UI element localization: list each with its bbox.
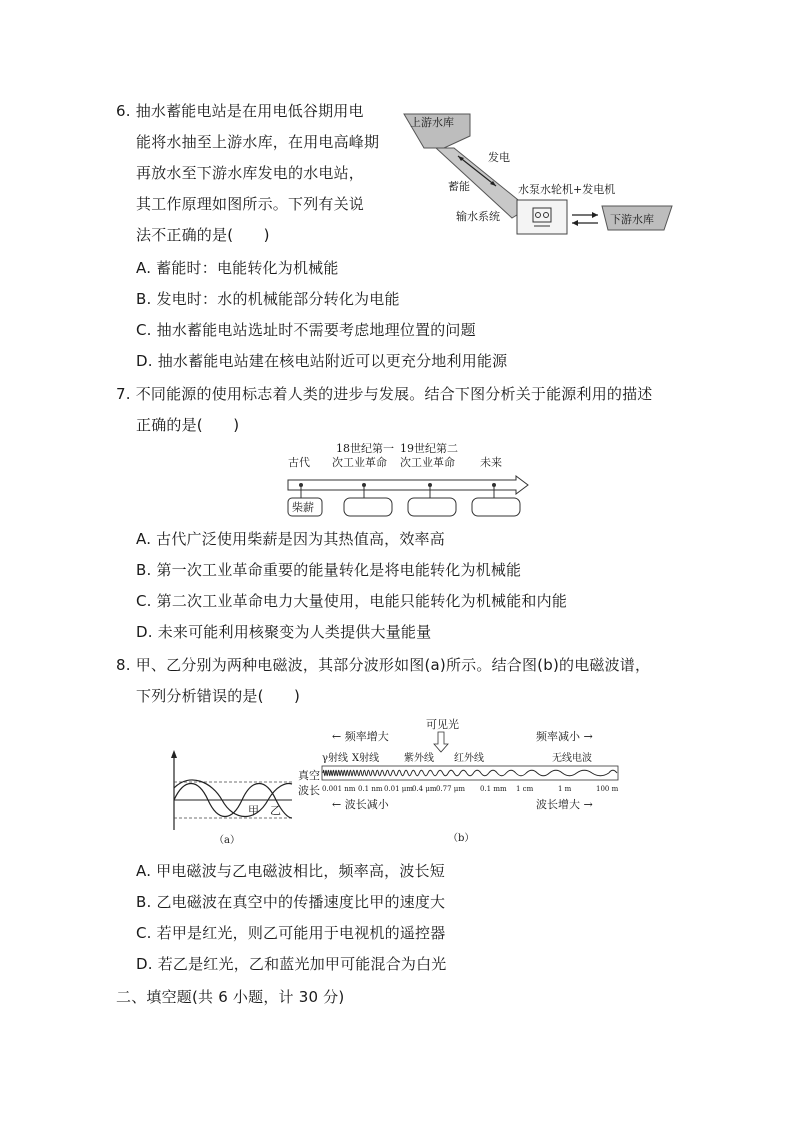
q8-line-1: 8. 甲、乙分别为两种电磁波，其部分波形如图(a)所示。结合图(b)的电磁波谱，: [116, 656, 651, 674]
q7-line-1: 7. 不同能源的使用标志着人类的进步与发展。结合下图分析关于能源利用的描述: [116, 385, 653, 403]
visible-arrow: [434, 732, 448, 752]
caption-a: （a）: [214, 835, 240, 846]
tick-5: 0.1 mm: [480, 785, 507, 793]
tick-3: 0.4 μm: [412, 785, 437, 793]
q7-option-a: A. 古代广泛使用柴薪是因为其热值高，效率高: [136, 530, 445, 548]
q6-number: 6.: [116, 102, 131, 120]
vacuum-label-1: 真空: [298, 769, 320, 782]
pump-unit-box: [517, 200, 567, 234]
q6-line-5: 法不正确的是( ): [136, 226, 270, 244]
wavelength-increase-label: 波长增大 →: [536, 798, 593, 811]
gamma-label: γ射线: [322, 753, 348, 764]
q6-option-a: A. 蓄能时：电能转化为机械能: [136, 259, 339, 277]
store-label: 蓄能: [448, 180, 470, 193]
tick-4: 0.77 μm: [436, 785, 465, 793]
future-label: 未来: [480, 456, 502, 469]
pipe-system-label: 输水系统: [456, 210, 500, 223]
yi-label: 乙: [270, 804, 281, 817]
xray-label: X射线: [352, 753, 380, 764]
upper-reservoir-label: 上游水库: [410, 116, 454, 129]
ir-label: 红外线: [454, 753, 484, 764]
tick-1: 0.1 nm: [358, 785, 383, 793]
first-rev-label-1: 18世纪第一: [336, 442, 394, 455]
first-rev-label-2: 次工业革命: [332, 456, 387, 469]
q7-option-c: C. 第二次工业革命电力大量使用，电能只能转化为机械能和内能: [136, 592, 568, 610]
spectrum-strip: [322, 766, 618, 780]
q6-line-1: 6. 抽水蓄能电站是在用电低谷期用电: [116, 102, 364, 120]
tick-2: 0.01 μm: [384, 785, 413, 793]
second-rev-box: [408, 498, 456, 516]
radio-label: 无线电波: [552, 753, 592, 764]
q8-line-2: 下列分析错误的是( ): [136, 687, 301, 705]
uv-label: 紫外线: [404, 753, 434, 764]
pumped-storage-diagram: [400, 108, 680, 238]
future-box: [472, 498, 520, 516]
q6-line-4: 其工作原理如图所示。下列有关说: [136, 195, 365, 213]
freq-decrease-label: 频率减小 →: [536, 730, 593, 743]
visible-light-label: 可见光: [426, 718, 459, 731]
generate-label: 发电: [488, 151, 510, 164]
q7-line-2: 正确的是( ): [136, 416, 240, 434]
tick-8: 100 m: [596, 785, 619, 793]
wavelength-decrease-label: ← 波长减小: [332, 798, 389, 811]
tick-6: 1 cm: [516, 785, 534, 793]
q7-number: 7.: [116, 385, 131, 403]
freq-increase-label: ← 频率增大: [332, 730, 389, 743]
second-rev-label-2: 次工业革命: [400, 456, 455, 469]
section-2-heading: 二、填空题(共 6 小题，计 30 分): [116, 988, 345, 1006]
em-spectrum-diagram-b: [296, 716, 624, 848]
caption-b: （b）: [448, 833, 475, 844]
q8-option-b: B. 乙电磁波在真空中的传播速度比甲的速度大: [136, 893, 446, 911]
q8-option-a: A. 甲电磁波与乙电磁波相比，频率高，波长短: [136, 862, 445, 880]
q6-option-c: C. 抽水蓄能电站选址时不需要考虑地理位置的问题: [136, 321, 476, 339]
q8-option-d: D. 若乙是红光，乙和蓝光加甲可能混合为白光: [136, 955, 447, 973]
q6-option-b: B. 发电时：水的机械能部分转化为电能: [136, 290, 400, 308]
pump-unit-label: 水泵水轮机+发电机: [518, 183, 616, 196]
firewood-label: 柴薪: [292, 501, 314, 514]
q6-line-3: 再放水至下游水库发电的水电站，: [136, 164, 365, 182]
q6-option-d: D. 抽水蓄能电站建在核电站附近可以更充分地利用能源: [136, 352, 508, 370]
q7-option-b: B. 第一次工业革命重要的能量转化是将电能转化为机械能: [136, 561, 522, 579]
q6-line-2: 能将水抽至上游水库，在用电高峰期: [136, 133, 380, 151]
first-rev-box: [344, 498, 392, 516]
wave-diagram-a: [164, 748, 296, 848]
jia-label: 甲: [248, 804, 259, 817]
tick-0: 0.001 nm: [322, 785, 356, 793]
lower-reservoir-label: 下游水库: [610, 213, 654, 226]
ancient-label: 古代: [288, 456, 310, 469]
q8-number: 8.: [116, 656, 131, 674]
tick-7: 1 m: [558, 785, 572, 793]
second-rev-label-1: 19世纪第二: [400, 442, 458, 455]
vacuum-label-2: 波长: [298, 784, 320, 797]
q7-option-d: D. 未来可能利用核聚变为人类提供大量能量: [136, 623, 432, 641]
q8-option-c: C. 若甲是红光，则乙可能用于电视机的遥控器: [136, 924, 446, 942]
energy-timeline-diagram: [284, 436, 534, 522]
